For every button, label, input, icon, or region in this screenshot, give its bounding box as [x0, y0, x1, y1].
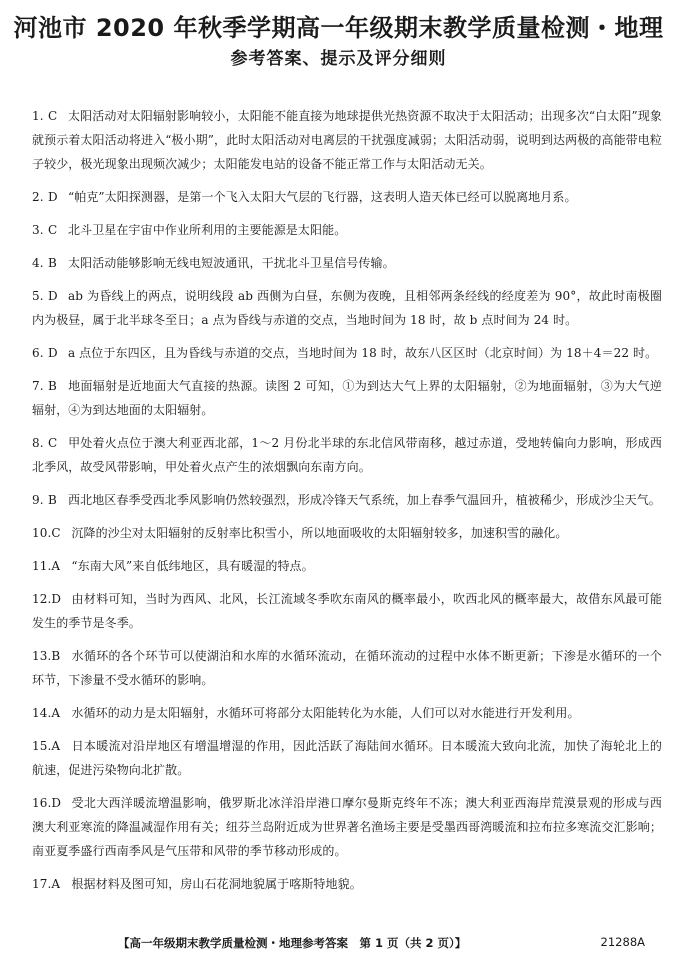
page-footer	[0, 935, 677, 955]
item-number: 12.	[32, 592, 52, 606]
item-number: 14.	[32, 706, 52, 720]
item-explanation: 由材料可知，当时为西风、北风，长江流域冬季吹东南风的概率最小，吹西北风的概率最大，故借东风最可能发生的季节是冬季。	[32, 592, 662, 630]
answer-item	[32, 872, 662, 896]
page-subtitle: 参考答案、提示及评分细则	[230, 49, 447, 69]
item-number: 17.	[32, 877, 52, 891]
answer-item	[32, 521, 662, 545]
item-explanation: “帕克”太阳探测器，是第一个飞入太阳大气层的飞行器，这表明人造天体已经可以脱离地月系。	[68, 190, 577, 204]
item-explanation: 沉降的沙尘对太阳辐射的反射率比积雪小，所以地面吸收的太阳辐射较多，加速积雪的融化。	[71, 526, 568, 540]
item-answer: D	[48, 289, 58, 303]
answer-item	[32, 341, 662, 365]
item-answer: C	[48, 223, 58, 237]
item-number: 1.	[32, 109, 44, 123]
item-explanation: 受北大西洋暖流增温影响，俄罗斯北冰洋沿岸港口摩尔曼斯克终年不冻；澳大利亚西海岸荒漠景观的形成与西澳大利亚寒流的降温减湿作用有关；纽芬兰岛附近成为世界著名渔场主要是受墨西哥湾暖流和拉布拉多寒流交汇影响；南亚夏季盛行西南季风是气压带和风带的季节移动形成的。	[32, 796, 662, 858]
item-number: 10.	[32, 526, 52, 540]
item-answer: A	[51, 559, 61, 573]
answer-item	[32, 701, 662, 725]
item-explanation: 日本暖流对沿岸地区有增温增湿的作用，因此活跃了海陆间水循环。日本暖流大致向北流，加快了海轮北上的航速，促进污染物向北扩散。	[32, 739, 662, 777]
answer-item	[32, 734, 662, 782]
item-number: 13.	[32, 649, 52, 663]
answer-item	[32, 374, 662, 422]
item-answer: A	[51, 877, 61, 891]
item-explanation: a 点位于东四区，且为昏线与赤道的交点，当地时间为 18 时，故东八区区时（北京时间）为 18＋4＝22 时。	[68, 346, 658, 360]
answer-item	[32, 185, 662, 209]
item-answer: D	[51, 592, 62, 606]
item-number: 8.	[32, 436, 44, 450]
answer-item	[32, 431, 662, 479]
item-answer: C	[51, 526, 61, 540]
item-number: 9.	[32, 493, 44, 507]
item-answer: B	[48, 256, 57, 270]
answer-item	[32, 218, 662, 242]
item-answer: B	[51, 649, 61, 663]
footer-page-info: 【高一年级期末教学质量检测・地理参考答案 第 1 页（共 2 页）】	[118, 936, 467, 950]
item-answer: D	[51, 796, 62, 810]
answer-item	[32, 104, 662, 176]
item-explanation: 甲处着火点位于澳大利亚西北部，1～2 月份北半球的东北信风带南移，越过赤道，受地转偏向力影响，形成西北季风，故受风带影响，甲处着火点产生的浓烟飘向东南方向。	[32, 436, 662, 474]
item-number: 16.	[32, 796, 52, 810]
item-number: 7.	[32, 379, 44, 393]
item-number: 6.	[32, 346, 44, 360]
answer-item	[32, 488, 662, 512]
item-answer: B	[48, 379, 57, 393]
item-answer: A	[51, 739, 61, 753]
answer-list	[32, 104, 662, 905]
answer-item	[32, 284, 662, 332]
answer-item	[32, 644, 662, 692]
item-explanation: 水循环的动力是太阳辐射，水循环可将部分太阳能转化为水能，人们可以对水能进行开发利用。	[71, 706, 580, 720]
item-explanation: 太阳活动对太阳辐射影响较小，太阳能不能直接为地球提供光热资源不取决于太阳活动；出现多次“白太阳”现象就预示着太阳活动将进入“极小期”，此时太阳活动对电离层的干扰强度减弱；太阳活动弱，说明到达两极的高能带电粒子较少，极光现象出现频次减少；太阳能发电站的设备不能正常工作与太阳活动无关。	[32, 109, 662, 171]
item-number: 2.	[32, 190, 44, 204]
item-explanation: 西北地区春季受西北季风影响仍然较强烈，形成冷锋天气系统，加上春季气温回升，植被稀少，形成沙尘天气。	[68, 493, 661, 507]
answer-item	[32, 554, 662, 578]
page-title: 河池市 2020 年秋季学期高一年级期末教学质量检测・地理	[13, 14, 664, 42]
item-number: 4.	[32, 256, 44, 270]
item-number: 3.	[32, 223, 44, 237]
item-answer: D	[48, 190, 58, 204]
answer-item	[32, 251, 662, 275]
item-number: 15.	[32, 739, 52, 753]
item-explanation: ab 为昏线上的两点，说明线段 ab 西侧为白昼，东侧为夜晚，且相邻两条经线的经度差为 90°，故此时南极圈内为极昼，属于北半球冬至日；a 点为昏线与赤道的交点，当地时间为 18 时，故 b 点时间为 24 时。	[32, 289, 662, 327]
item-explanation: 水循环的各个环节可以使湖泊和水库的水循环流动，在循环流动的过程中水体不断更新；下渗是水循环的一个环节，下渗量不受水循环的影响。	[32, 649, 662, 687]
item-explanation: 根据材料及图可知，房山石花洞地貌属于喀斯特地貌。	[71, 877, 362, 891]
item-explanation: 北斗卫星在宇宙中作业所利用的主要能源是太阳能。	[68, 223, 347, 237]
item-answer: B	[48, 493, 57, 507]
item-answer: D	[48, 346, 58, 360]
answer-item	[32, 587, 662, 635]
item-answer: C	[48, 436, 58, 450]
item-number: 5.	[32, 289, 44, 303]
item-explanation: 太阳活动能够影响无线电短波通讯，干扰北斗卫星信号传输。	[68, 256, 395, 270]
footer-code: 21288A	[600, 935, 645, 949]
item-number: 11.	[32, 559, 52, 573]
item-explanation: 地面辐射是近地面大气直接的热源。读图 2 可知，①为到达大气上界的太阳辐射，②为地面辐射，③为大气逆辐射，④为到达地面的太阳辐射。	[32, 379, 662, 417]
item-explanation: “东南大风”来自低纬地区，具有暖湿的特点。	[71, 559, 314, 573]
item-answer: A	[51, 706, 61, 720]
item-answer: C	[48, 109, 58, 123]
answer-item	[32, 791, 662, 863]
